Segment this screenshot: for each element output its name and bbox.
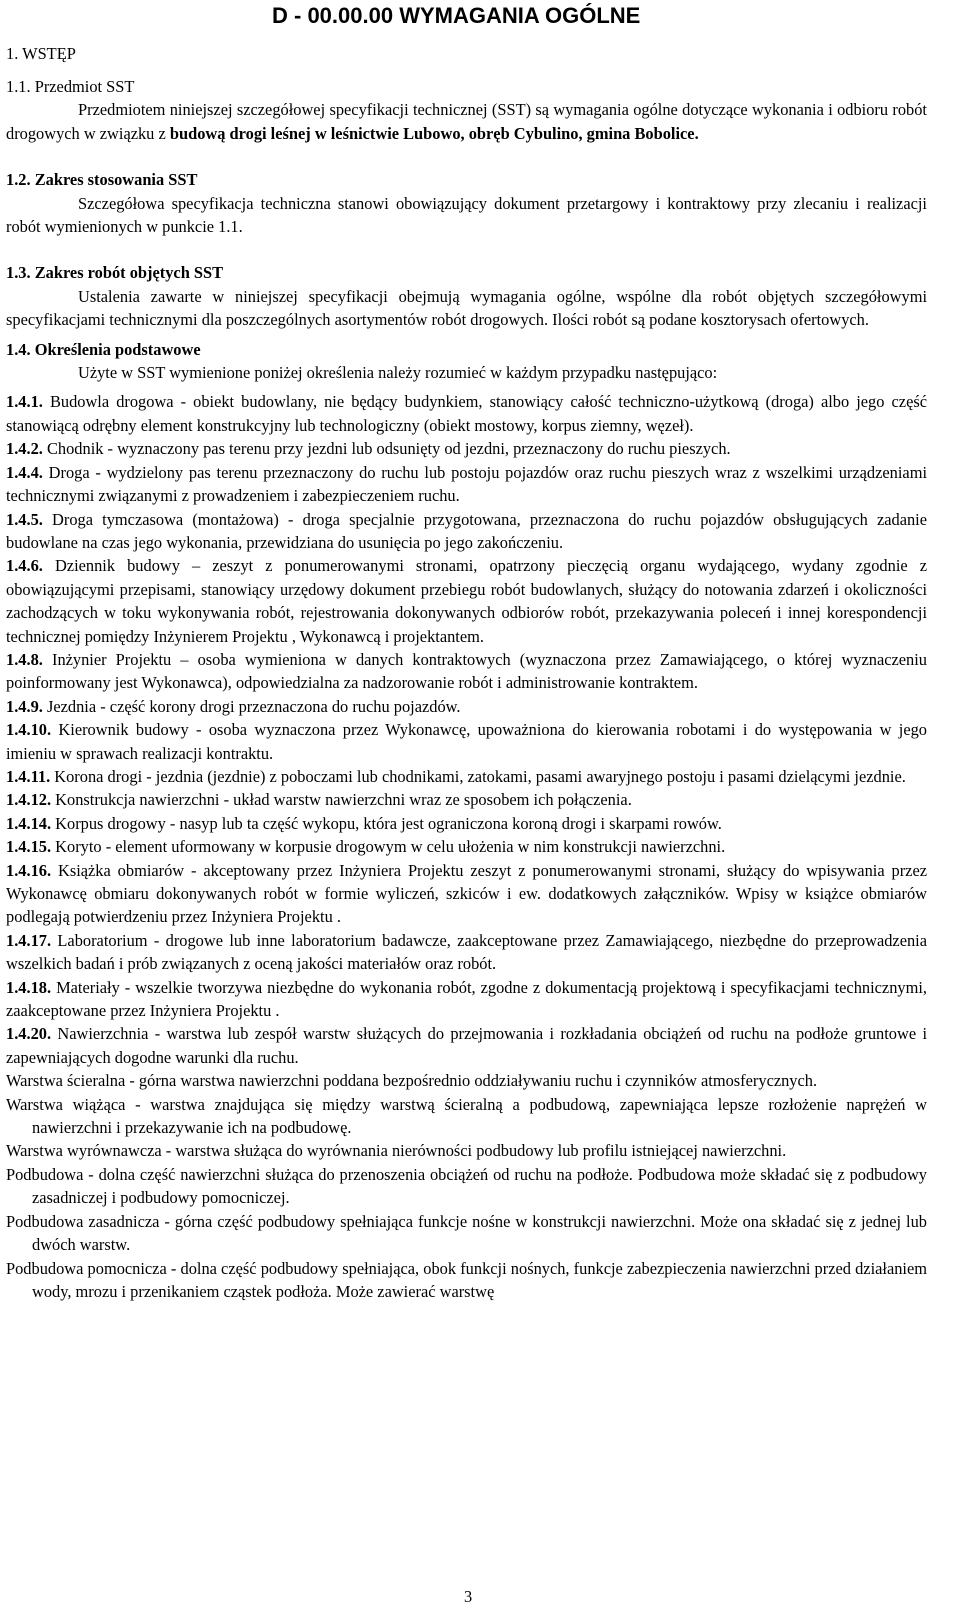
definition-item: 1.4.17. Laboratorium - drogowe lub inne laboratorium badawcze, zaakceptowane przez Zamawiającego, niezbędne do przeprowadzenia wszelkich badań i prób związanych z oceną jakości materiałów oraz robót. (6, 930, 927, 974)
definition-item: 1.4.11. Korona drogi - jezdnia (jezdnie) z poboczami lub chodnikami, zatokami, pasami awaryjnego postoju i pasami dzielącymi jezdnie. (6, 766, 906, 786)
layer-definition: Podbudowa zasadnicza - górna część podbudowy spełniająca funkcje nośne w konstrukcji nawierzchni. Może ona składać się z jednej lub dwóch warstw. (6, 1211, 927, 1255)
section-heading: 1.3. Zakres robót objętych SST (6, 263, 224, 283)
definitions-list (6, 390, 927, 1069)
layer-definition: Warstwa wyrównawcza - warstwa służąca do wyrównania nierówności podbudowy lub profilu istniejącej nawierzchni. (6, 1141, 787, 1161)
section-paragraph: Użyte w SST wymienione poniżej określenia należy rozumieć w każdym przypadku następująco: (78, 363, 718, 383)
section-zakres-robot (6, 261, 927, 331)
definition-item: 1.4.10. Kierownik budowy - osoba wyznaczona przez Wykonawcę, upoważniona do kierowania robotami i do występowania w jego imieniu w sprawach realizacji kontraktu. (6, 720, 927, 763)
definition-item: 1.4.12. Konstrukcja nawierzchni - układ warstw nawierzchni wraz ze sposobem ich połączenia. (6, 790, 632, 810)
layers-list (6, 1069, 927, 1303)
section-paragraph: Ustalenia zawarte w niniejszej specyfikacji obejmują wymagania ogólne, wspólne dla robót objętych szczegółowymi specyfikacjami technicznymi dla poszczególnych asortymentów robót drogowych. Ilości robót są podane kosztorysach ofertowych. (6, 286, 927, 330)
chapter-heading: 1. WSTĘP (6, 44, 76, 63)
section-okreslenia (6, 338, 927, 385)
definition-item: 1.4.5. Droga tymczasowa (montażowa) - droga specjalnie przygotowana, przeznaczona do ruchu pojazdów obsługujących zadanie budowlane na czas jego wykonania, przewidziana do usunięcia po jego zakończeniu. (6, 509, 927, 552)
section-heading: 1.4. Określenia podstawowe (6, 339, 201, 359)
layer-definition: Podbudowa - dolna część nawierzchni służąca do przenoszenia obciążeń od ruchu na podłoże. Podbudowa może składać się z podbudowy zasadniczej i podbudowy pomocniczej. (6, 1164, 927, 1208)
document-title: D - 00.00.00 WYMAGANIA OGÓLNE (272, 3, 641, 28)
section-paragraph: Przedmiotem niniejszej szczegółowej specyfikacji technicznej (SST) są wymagania ogólne dotyczące wykonania i odbioru robót drogowych w związku z budową drogi leśnej w leśnictwie Lubowo, obręb Cybulino, gmina Bobolice. (6, 100, 927, 143)
definition-item: 1.4.14. Korpus drogowy - nasyp lub ta część wykopu, która jest ograniczona koroną drogi i skarpami rowów. (6, 813, 722, 833)
definition-item: 1.4.9. Jezdnia - część korony drogi przeznaczona do ruchu pojazdów. (6, 696, 461, 716)
definition-item: 1.4.18. Materiały - wszelkie tworzywa niezbędne do wykonania robót, zgodne z dokumentacją projektową i specyfikacjami technicznymi, zaakceptowane przez Inżyniera Projektu . (6, 977, 927, 1021)
section-paragraph: Szczegółowa specyfikacja techniczna stanowi obowiązujący dokument przetargowy i kontraktowy przy zlecaniu i realizacji robót wymienionych w punkcie 1.1. (6, 193, 927, 237)
section-heading: 1.1. Przedmiot SST (6, 77, 135, 96)
layer-definition: Warstwa ścieralna - górna warstwa nawierzchni poddana bezpośrednio oddziaływaniu ruchu i czynników atmosferycznych. (6, 1071, 818, 1091)
layer-definition: Warstwa wiążąca - warstwa znajdująca się między warstwą ścieralną a podbudową, zapewniająca lepsze rozłożenie naprężeń w nawierzchni i przekazywanie ich na podbudowę. (6, 1094, 927, 1138)
definition-item: 1.4.16. Książka obmiarów - akceptowany przez Inżyniera Projektu zeszyt z ponumerowanymi stronami, służący do wpisywania przez Wykonawcę obmiaru dokonywanych robót w formie wyliczeń, szkiców i ew. dodatkowych załączników. Wpisy w książce obmiarów podlegają potwierdzeniu przez Inżyniera Projektu . (6, 860, 927, 927)
document-body (6, 75, 927, 1303)
definition-item: 1.4.1. Budowla drogowa - obiekt budowlany, nie będący budynkiem, stanowiący całość techniczno-użytkową (droga) albo jego część stanowiącą odrębny element konstrukcyjny lub technologiczny (obiekt mostowy, korpus ziemny, węzeł). (6, 392, 927, 435)
section-przedmiot (6, 75, 927, 145)
section-zakres-stosowania (6, 168, 927, 238)
road-name-bold: budową drogi leśnej w leśnictwie Lubowo, obręb Cybulino, gmina Bobolice. (169, 123, 699, 143)
section-heading: 1.2. Zakres stosowania SST (6, 170, 198, 190)
page-number: 3 (464, 1587, 473, 1606)
definition-item: 1.4.4. Droga - wydzielony pas terenu przeznaczony do ruchu lub postoju pojazdów oraz ruchu pieszych wraz z wszelkimi urządzeniami technicznymi związanymi z prowadzeniem i zabezpieczeniem ruchu. (6, 462, 927, 506)
definition-item: 1.4.2. Chodnik - wyznaczony pas terenu przy jezdni lub odsunięty od jezdni, przeznaczony do ruchu pieszych. (6, 439, 731, 459)
definition-item: 1.4.6. Dziennik budowy – zeszyt z ponumerowanymi stronami, opatrzony pieczęcią organu wydającego, wydany zgodnie z obowiązującymi przepisami, stanowiący urzędowy dokument przebiegu robót budowlanych, służący do notowania zdarzeń i okoliczności zachodzących w toku wykonywania robót, rejestrowania dokonywanych odbiorów robót, przekazywania poleceń i innej korespondencji technicznej pomiędzy Inżynierem Projektu , Wykonawcą i projektantem. (6, 556, 927, 646)
definition-item: 1.4.15. Koryto - element uformowany w korpusie drogowym w celu ułożenia w nim konstrukcji nawierzchni. (6, 837, 726, 857)
definition-item: 1.4.20. Nawierzchnia - warstwa lub zespół warstw służących do przejmowania i rozkładania obciążeń od ruchu na podłoże gruntowe i zapewniających dogodne warunki dla ruchu. (6, 1024, 927, 1067)
definition-item: 1.4.8. Inżynier Projektu – osoba wymieniona w danych kontraktowych (wyznaczona przez Zamawiającego, o której wyznaczeniu poinformowany jest Wykonawca), odpowiedzialna za nadzorowanie robót i administrowanie kontraktem. (6, 649, 927, 693)
layer-definition: Podbudowa pomocnicza - dolna część podbudowy spełniająca, obok funkcji nośnych, funkcje zabezpieczenia nawierzchni przed działaniem wody, mrozu i przenikaniem cząstek podłoża. Może zawierać warstwę (6, 1258, 927, 1301)
